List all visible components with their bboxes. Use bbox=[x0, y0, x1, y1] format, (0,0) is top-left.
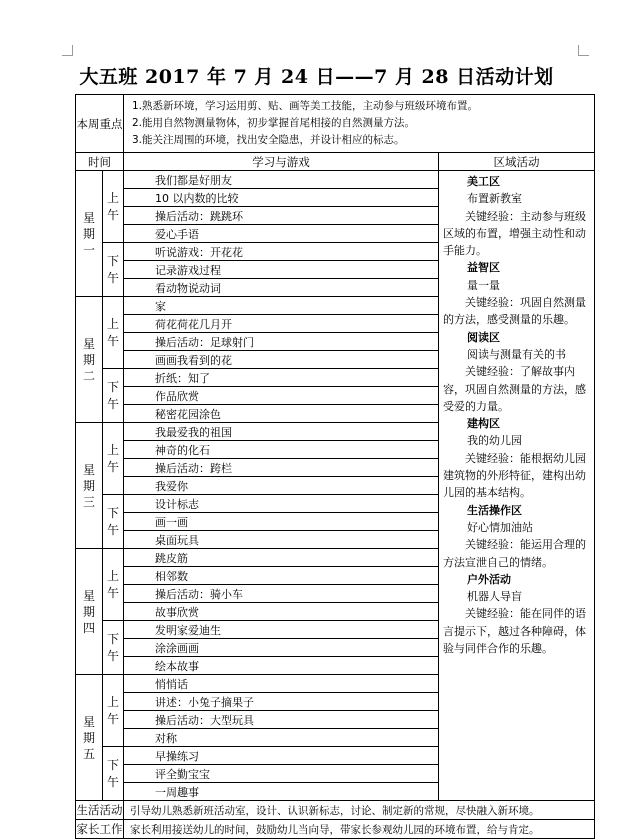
activity-item: 设计标志 bbox=[124, 495, 439, 513]
activity-item: 涂涂画画 bbox=[124, 639, 439, 657]
morning-label: 上午 bbox=[103, 171, 124, 243]
activity-item: 爱心手语 bbox=[124, 225, 439, 243]
area-zone-experience: 关键经验：了解故事内容，巩固自然测量的方法，感受爱的力量。 bbox=[443, 365, 586, 413]
activity-item: 操后活动：跳跳环 bbox=[124, 207, 439, 225]
afternoon-label: 下午 bbox=[103, 243, 124, 297]
area-zone-experience: 关键经验：能根据幼儿园建筑物的外形特征，建构出幼儿园的基本结构。 bbox=[443, 451, 586, 500]
weekly-focus-item: 3.能关注周围的环境，找出安全隐患，并设计相应的标志。 bbox=[132, 134, 405, 146]
table-header-row bbox=[76, 153, 595, 171]
header-time: 时间 bbox=[76, 153, 124, 171]
area-zone-content: 我的幼儿园 bbox=[467, 434, 522, 448]
area-zone-title: 益智区 bbox=[467, 261, 500, 275]
day-label: 星期二 bbox=[76, 297, 103, 423]
area-zone-title: 户外活动 bbox=[467, 572, 511, 586]
life-activities-text: 引导幼儿熟悉新班活动室，设计、认识新标志，讨论、制定新的常规，尽快融入新环境。 bbox=[124, 801, 595, 820]
area-zone-content: 布置新教室 bbox=[467, 192, 522, 206]
header-learning: 学习与游戏 bbox=[124, 153, 439, 171]
activity-item: 故事欣赏 bbox=[124, 603, 439, 621]
area-zone-title: 阅读区 bbox=[467, 330, 500, 344]
activity-item: 家 bbox=[124, 297, 439, 315]
activity-item: 操后活动：骑小车 bbox=[124, 585, 439, 603]
activity-plan-table bbox=[75, 94, 595, 839]
activity-item: 10 以内数的比较 bbox=[124, 189, 439, 207]
life-activities-label: 生活活动 bbox=[76, 801, 124, 820]
parent-work-label: 家长工作 bbox=[76, 820, 124, 839]
life-activities-row bbox=[76, 801, 595, 820]
activity-item: 对称 bbox=[124, 729, 439, 747]
activity-item: 绘本故事 bbox=[124, 657, 439, 675]
area-zone-experience: 关键经验：能在同伴的语言提示下，越过各种障碍，体验与同伴合作的乐趣。 bbox=[443, 607, 586, 656]
area-zone-experience: 关键经验：主动参与班级区域的布置，增强主动性和动手能力。 bbox=[443, 209, 586, 258]
page-corner-mark-right bbox=[578, 45, 589, 56]
afternoon-label: 下午 bbox=[103, 369, 124, 423]
area-zone-experience: 关键经验：巩固自然测量的方法，感受测量的乐趣。 bbox=[443, 296, 586, 327]
activity-item: 早操练习 bbox=[124, 747, 439, 765]
weekly-focus-item: 2.能用自然物测量物体，初步掌握首尾相接的自然测量方法。 bbox=[132, 117, 416, 129]
header-area: 区域活动 bbox=[439, 153, 595, 171]
weekly-focus-item: 1.熟悉新环境，学习运用剪、贴、画等美工技能，主动参与班级环境布置。 bbox=[132, 100, 479, 112]
activity-item: 发明家爱迪生 bbox=[124, 621, 439, 639]
activity-item: 听说游戏：开花花 bbox=[124, 243, 439, 261]
area-zone-title: 美工区 bbox=[467, 175, 500, 188]
activity-item: 相邻数 bbox=[124, 567, 439, 585]
weekly-focus-label: 本周重点 bbox=[76, 95, 124, 153]
activity-item: 一周趣事 bbox=[124, 783, 439, 801]
activity-item: 我爱你 bbox=[124, 477, 439, 495]
day-label: 星期三 bbox=[76, 423, 103, 549]
area-zone-title: 生活操作区 bbox=[467, 503, 522, 517]
activity-item: 操后活动：跨栏 bbox=[124, 459, 439, 477]
activity-item: 折纸：知了 bbox=[124, 369, 439, 387]
afternoon-label: 下午 bbox=[103, 747, 124, 801]
morning-label: 上午 bbox=[103, 297, 124, 369]
schedule-row bbox=[76, 171, 595, 189]
area-activities-cell bbox=[439, 171, 595, 801]
activity-item: 桌面玩具 bbox=[124, 531, 439, 549]
area-zone-content: 好心情加油站 bbox=[467, 520, 533, 534]
morning-label: 上午 bbox=[103, 675, 124, 747]
day-label: 星期一 bbox=[76, 171, 103, 297]
activity-item: 操后活动：大型玩具 bbox=[124, 711, 439, 729]
area-zone-content: 机器人导盲 bbox=[467, 590, 522, 604]
activity-item: 跳皮筋 bbox=[124, 549, 439, 567]
area-zone-title: 建构区 bbox=[467, 417, 500, 431]
activity-item: 我最爱我的祖国 bbox=[124, 423, 439, 441]
morning-label: 上午 bbox=[103, 549, 124, 621]
area-zone-experience: 关键经验：能运用合理的方法宣泄自己的情绪。 bbox=[443, 538, 586, 569]
activity-item: 神奇的化石 bbox=[124, 441, 439, 459]
morning-label: 上午 bbox=[103, 423, 124, 495]
area-zone-content: 量一量 bbox=[467, 278, 500, 292]
activity-item: 讲述：小兔子摘果子 bbox=[124, 693, 439, 711]
activity-item: 画画我看到的花 bbox=[124, 351, 439, 369]
parent-work-row bbox=[76, 820, 595, 839]
area-zone-content: 阅读与测量有关的书 bbox=[467, 347, 566, 361]
page-corner-mark-left bbox=[62, 45, 73, 56]
activity-item: 作品欣赏 bbox=[124, 387, 439, 405]
activity-item: 我们都是好朋友 bbox=[124, 171, 439, 189]
document-title: 大五班 2017 年 7 月 24 日——7 月 28 日活动计划 bbox=[79, 66, 554, 88]
activity-item: 悄悄话 bbox=[124, 675, 439, 693]
day-label: 星期四 bbox=[76, 549, 103, 675]
activity-item: 荷花荷花几月开 bbox=[124, 315, 439, 333]
activity-item: 秘密花园涂色 bbox=[124, 405, 439, 423]
afternoon-label: 下午 bbox=[103, 621, 124, 675]
activity-item: 画一画 bbox=[124, 513, 439, 531]
parent-work-text: 家长利用接送幼儿的时间，鼓励幼儿当向导，带家长参观幼儿园的环境布置，给与肯定。 bbox=[124, 820, 595, 839]
activity-item: 看动物说动词 bbox=[124, 279, 439, 297]
activity-item: 操后活动：足球射门 bbox=[124, 333, 439, 351]
activity-item: 记录游戏过程 bbox=[124, 261, 439, 279]
afternoon-label: 下午 bbox=[103, 495, 124, 549]
activity-item: 评全勤宝宝 bbox=[124, 765, 439, 783]
day-label: 星期五 bbox=[76, 675, 103, 801]
weekly-focus-row bbox=[76, 95, 595, 153]
weekly-focus-content bbox=[124, 95, 595, 153]
